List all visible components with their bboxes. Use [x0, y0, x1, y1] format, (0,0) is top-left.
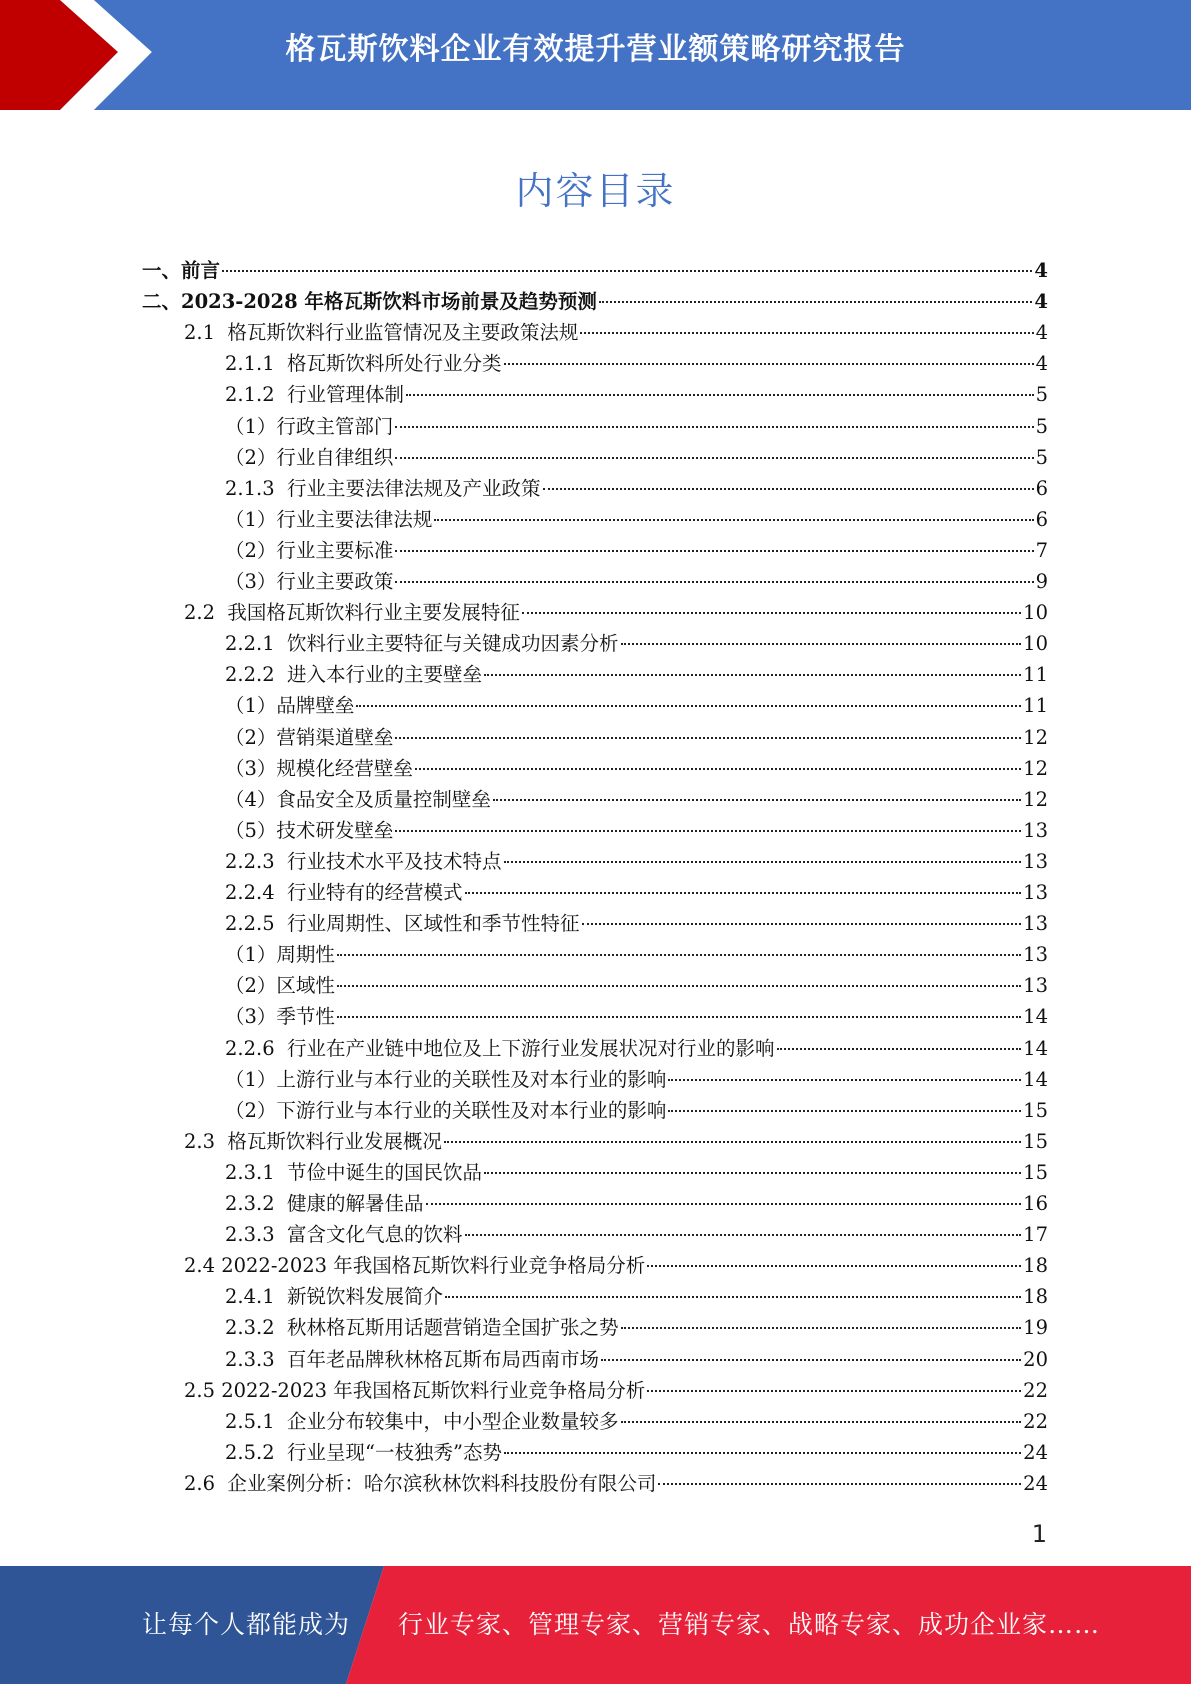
- toc-entry-page: 22: [1023, 1409, 1048, 1433]
- toc-entry-label: 2.1 格瓦斯饮料行业监管情况及主要政策法规: [184, 321, 579, 345]
- page-header: [0, 0, 1191, 110]
- toc-dot-leader: [406, 394, 1034, 396]
- toc-dot-leader: [426, 1203, 1022, 1205]
- toc-entry-page: 13: [1023, 974, 1048, 998]
- toc-entry-label: 2.1.1 格瓦斯饮料所处行业分类: [225, 352, 502, 376]
- toc-dot-leader: [395, 426, 1033, 428]
- toc-entry[interactable]: [225, 535, 1048, 566]
- toc-entry-page: 4: [1034, 259, 1048, 282]
- toc-dot-leader: [395, 737, 1021, 739]
- toc-entry-label: 2.2.5 行业周期性、区域性和季节性特征: [225, 912, 580, 936]
- toc-entry-page: 20: [1023, 1347, 1048, 1371]
- toc-entry-page: 9: [1035, 570, 1048, 593]
- toc-dot-leader: [504, 861, 1022, 863]
- toc-entry-label: 2.2.3 行业技术水平及技术特点: [225, 849, 502, 873]
- toc-entry[interactable]: [225, 970, 1048, 1001]
- toc-entry-label: （4）食品安全及质量控制壁垒: [225, 787, 491, 811]
- toc-entry-label: （2）下游行业与本行业的关联性及对本行业的影响: [225, 1098, 667, 1122]
- toc-entry[interactable]: [225, 1001, 1048, 1032]
- toc-dot-leader: [621, 643, 1022, 645]
- toc-entry[interactable]: [225, 504, 1048, 535]
- toc-entry-page: 5: [1035, 445, 1048, 469]
- toc-dot-leader: [434, 519, 1033, 521]
- toc-entry[interactable]: [225, 1344, 1048, 1375]
- toc-entry-label: （1）行政主管部门: [225, 414, 394, 438]
- toc-entry-page: 11: [1023, 663, 1048, 687]
- toc-entry-label: （3）行业主要政策: [225, 570, 394, 593]
- toc-entry-label: 2.3.2 健康的解暑佳品: [225, 1192, 424, 1215]
- toc-entry[interactable]: [225, 411, 1048, 442]
- toc-entry[interactable]: [225, 939, 1048, 970]
- toc-dot-leader: [668, 1079, 1021, 1081]
- toc-dot-leader: [395, 581, 1033, 583]
- toc-entry-page: 12: [1023, 756, 1048, 780]
- toc-entry[interactable]: [184, 1126, 1048, 1157]
- toc-entry-label: 2.1.3 行业主要法律法规及产业政策: [225, 476, 541, 500]
- toc-entry-label: 2.5 2022-2023 年我国格瓦斯饮料行业竞争格局分析: [184, 1378, 646, 1402]
- toc-dot-leader: [337, 985, 1021, 987]
- toc-entry-label: 2.1.2 行业管理体制: [225, 383, 405, 407]
- toc-entry[interactable]: [142, 286, 1048, 317]
- toc-entry[interactable]: [225, 1095, 1048, 1126]
- toc-entry-label: （3）规模化经营壁垒: [225, 756, 413, 780]
- toc-entry[interactable]: [225, 628, 1048, 659]
- toc-dot-leader: [601, 1359, 1021, 1361]
- toc-entry[interactable]: [225, 815, 1048, 846]
- toc-entry-label: 2.5.1 企业分布较集中，中小型企业数量较多: [225, 1409, 619, 1433]
- toc-dot-leader: [337, 1016, 1021, 1018]
- toc-dot-leader: [415, 768, 1021, 770]
- toc-entry[interactable]: [225, 566, 1048, 597]
- toc-entry-page: 13: [1023, 881, 1048, 904]
- toc-entry[interactable]: [225, 753, 1048, 784]
- toc-entry-page: 12: [1023, 725, 1048, 749]
- toc-entry[interactable]: [225, 659, 1048, 690]
- toc-entry[interactable]: [225, 1312, 1048, 1343]
- toc-dot-leader: [647, 1390, 1021, 1392]
- toc-entry-label: （2）营销渠道壁垒: [225, 725, 394, 749]
- toc-entry-label: （1）行业主要法律法规: [225, 507, 433, 531]
- toc-entry-label: 2.3.3 百年老品牌秋林格瓦斯布局西南市场: [225, 1347, 600, 1371]
- toc-entry[interactable]: [225, 1281, 1048, 1312]
- toc-entry-label: 2.2.1 饮料行业主要特征与关键成功因素分析: [225, 632, 619, 656]
- toc-entry[interactable]: [225, 1188, 1048, 1219]
- toc-entry-page: 13: [1023, 849, 1048, 873]
- toc-entry[interactable]: [225, 690, 1048, 721]
- page-footer: [0, 1566, 1191, 1684]
- toc-entry[interactable]: [225, 1437, 1048, 1468]
- toc-entry-label: 2.3.2 秋林格瓦斯用话题营销造全国扩张之势: [225, 1316, 619, 1340]
- toc-entry[interactable]: [184, 1468, 1048, 1499]
- toc-entry-page: 4: [1035, 352, 1048, 376]
- toc-entry[interactable]: [184, 597, 1048, 628]
- toc-entry-page: 5: [1035, 414, 1048, 438]
- toc-entry-page: 12: [1023, 787, 1048, 811]
- toc-dot-leader: [484, 674, 1021, 676]
- toc-dot-leader: [668, 1110, 1021, 1112]
- toc-dot-leader: [395, 457, 1033, 459]
- toc-entry-page: 15: [1023, 1098, 1048, 1122]
- toc-dot-leader: [465, 892, 1022, 894]
- toc-entry-page: 18: [1023, 1254, 1048, 1278]
- toc-entry[interactable]: [225, 379, 1048, 410]
- toc-entry-label: （2）行业自律组织: [225, 445, 394, 469]
- toc-dot-leader: [777, 1048, 1022, 1050]
- toc-entry[interactable]: [225, 473, 1048, 504]
- toc-dot-leader: [658, 1483, 1021, 1485]
- toc-entry-label: 2.3.1 节俭中诞生的国民饮品: [225, 1160, 483, 1184]
- toc-entry-label: （2）区域性: [225, 974, 335, 998]
- toc-dot-leader: [504, 363, 1034, 365]
- toc-dot-leader: [621, 1421, 1022, 1423]
- toc-entry[interactable]: [184, 317, 1048, 348]
- page-number: 1: [1031, 1520, 1047, 1548]
- toc-dot-leader: [599, 301, 1032, 303]
- toc-entry[interactable]: [225, 348, 1048, 379]
- toc-dot-leader: [493, 799, 1021, 801]
- toc-entry[interactable]: [225, 908, 1048, 939]
- toc-entry-label: 二、2023-2028 年格瓦斯饮料市场前景及趋势预测: [142, 290, 597, 314]
- toc-entry[interactable]: [184, 1250, 1048, 1281]
- toc-dot-leader: [484, 1172, 1021, 1174]
- toc-entry[interactable]: [225, 1157, 1048, 1188]
- toc-dot-leader: [647, 1265, 1021, 1267]
- toc-entry-page: 5: [1035, 383, 1048, 407]
- toc-entry-label: （1）周期性: [225, 943, 335, 967]
- toc-dot-leader: [522, 612, 1021, 614]
- toc-entry-page: 10: [1023, 601, 1048, 625]
- toc-entry-page: 13: [1023, 912, 1048, 936]
- toc-entry[interactable]: [225, 1219, 1048, 1250]
- toc-entry-label: （2）行业主要标准: [225, 538, 394, 562]
- toc-entry-label: （1）上游行业与本行业的关联性及对本行业的影响: [225, 1067, 667, 1091]
- toc-dot-leader: [444, 1141, 1021, 1143]
- toc-dot-leader: [580, 332, 1033, 334]
- toc-dot-leader: [395, 830, 1021, 832]
- toc-entry-page: 14: [1023, 1005, 1048, 1029]
- toc-entry-page: 13: [1023, 818, 1048, 842]
- toc-entry-page: 11: [1023, 694, 1048, 718]
- toc-entry-label: 2.6 企业案例分析：哈尔滨秋林饮料科技股份有限公司: [184, 1471, 657, 1495]
- toc-entry-label: 2.3 格瓦斯饮料行业发展概况: [184, 1129, 442, 1153]
- toc-entry[interactable]: [225, 877, 1048, 908]
- toc-entry[interactable]: [225, 1406, 1048, 1437]
- toc-entry[interactable]: [142, 255, 1048, 286]
- toc-entry-label: 2.3.3 富含文化气息的饮料: [225, 1223, 463, 1247]
- toc-heading: 内容目录: [515, 169, 676, 213]
- toc-entry-label: 2.2.2 进入本行业的主要壁垒: [225, 663, 483, 687]
- toc-dot-leader: [582, 923, 1022, 925]
- toc-entry-page: 15: [1023, 1129, 1048, 1153]
- toc-entry-label: 2.2 我国格瓦斯饮料行业主要发展特征: [184, 601, 520, 625]
- toc-entry-label: 2.4.1 新锐饮料发展简介: [225, 1285, 444, 1309]
- toc-entry-page: 7: [1035, 538, 1048, 562]
- toc-entry-page: 14: [1023, 1067, 1048, 1091]
- toc-dot-leader: [543, 488, 1034, 490]
- toc-entry-page: 15: [1023, 1160, 1048, 1184]
- toc-dot-leader: [465, 1234, 1022, 1236]
- toc-entry-page: 22: [1023, 1378, 1048, 1402]
- toc-entry[interactable]: [225, 442, 1048, 473]
- toc-dot-leader: [445, 1296, 1021, 1298]
- toc-entry-label: 2.5.2 行业呈现“一枝独秀”态势: [225, 1440, 502, 1464]
- toc-entry[interactable]: [225, 846, 1048, 877]
- header-title: 格瓦斯饮料企业有效提升营业额策略研究报告: [285, 32, 906, 67]
- toc-dot-leader: [337, 954, 1021, 956]
- toc-entry-page: 6: [1035, 507, 1048, 531]
- toc-entry-label: 2.2.6 行业在产业链中地位及上下游行业发展状况对行业的影响: [225, 1036, 775, 1060]
- toc-entry-page: 13: [1023, 943, 1048, 967]
- toc-entry-page: 24: [1023, 1440, 1048, 1464]
- toc-entry-label: （5）技术研发壁垒: [225, 818, 394, 842]
- toc-entry-label: 一、前言: [142, 259, 221, 282]
- toc-dot-leader: [356, 705, 1021, 707]
- toc-entry-page: 14: [1023, 1036, 1048, 1060]
- toc-entry-page: 18: [1023, 1285, 1048, 1309]
- toc-entry[interactable]: [225, 1033, 1048, 1064]
- toc-entry-page: 19: [1023, 1316, 1048, 1340]
- toc-entry-page: 10: [1023, 632, 1048, 656]
- toc-entry-page: 24: [1023, 1471, 1048, 1495]
- toc-entry[interactable]: [225, 1064, 1048, 1095]
- toc-entry[interactable]: [225, 722, 1048, 753]
- toc-entry-page: 16: [1023, 1192, 1048, 1215]
- toc-entry-page: 4: [1035, 321, 1048, 345]
- footer-slogan-left: 让每个人都能成为: [142, 1610, 351, 1639]
- toc-entry-label: （1）品牌壁垒: [225, 694, 355, 718]
- toc-entry-page: 17: [1023, 1223, 1048, 1247]
- toc-dot-leader: [621, 1327, 1022, 1329]
- toc-dot-leader: [222, 270, 1032, 272]
- toc-entry-page: 6: [1035, 476, 1048, 500]
- toc-entry-label: 2.4 2022-2023 年我国格瓦斯饮料行业竞争格局分析: [184, 1254, 646, 1278]
- footer-slogan-right: 行业专家、管理专家、营销专家、战略专家、成功企业家……: [398, 1610, 1101, 1639]
- toc-entry[interactable]: [225, 784, 1048, 815]
- toc-entry-label: 2.2.4 行业特有的经营模式: [225, 881, 463, 904]
- toc-entry-page: 4: [1034, 290, 1048, 314]
- toc-dot-leader: [504, 1452, 1021, 1454]
- toc-dot-leader: [395, 550, 1033, 552]
- toc-entry-label: （3）季节性: [225, 1005, 335, 1029]
- toc-entry[interactable]: [184, 1375, 1048, 1406]
